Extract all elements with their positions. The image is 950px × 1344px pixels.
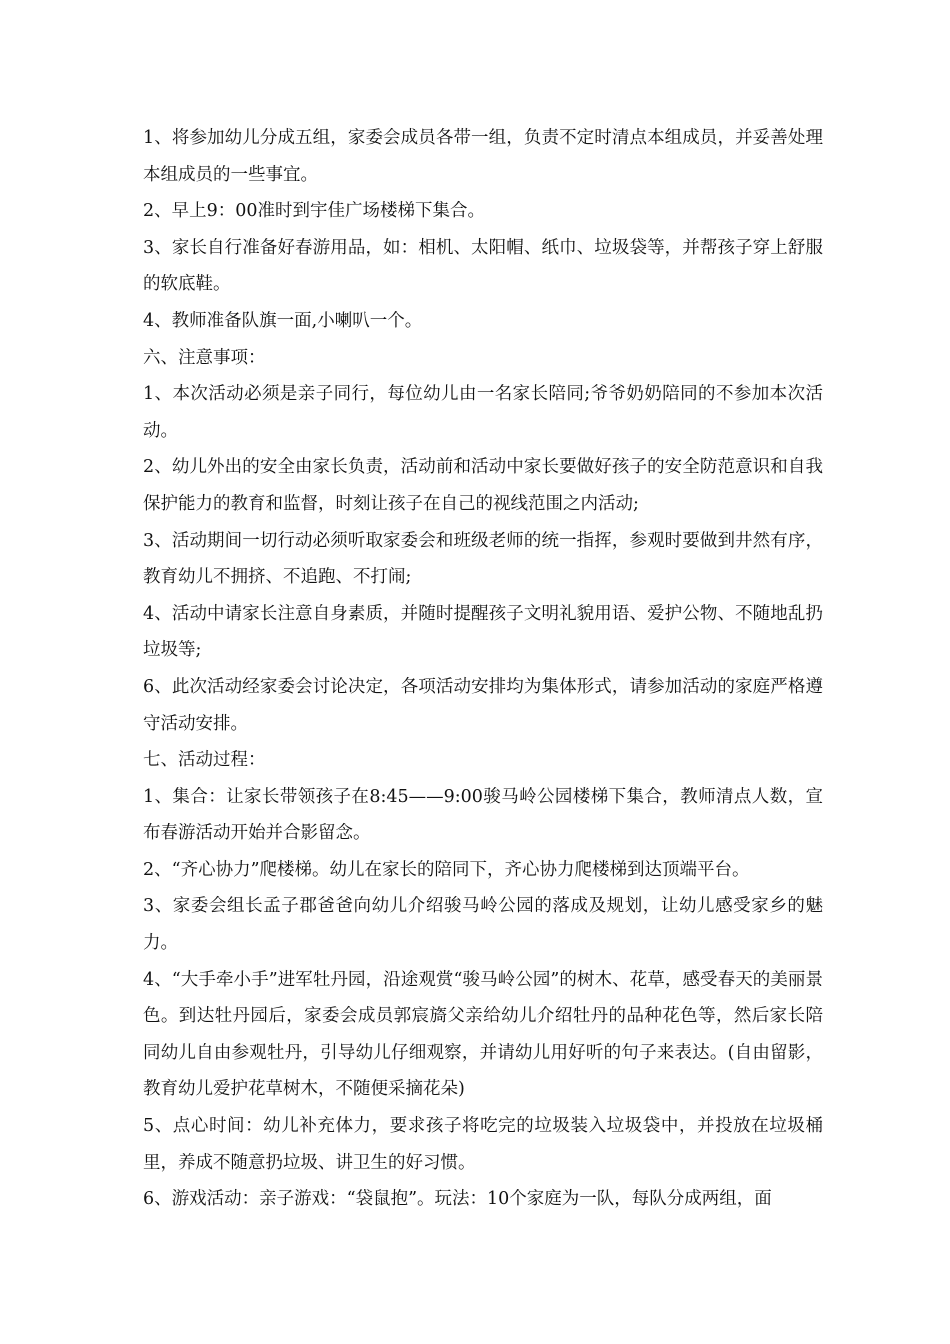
paragraph-note-2: 2、幼儿外出的安全由家长负责，活动前和活动中家长要做好孩子的安全防范意识和自我保护能力的教育和监督，时刻让孩子在自己的视线范围之内活动; — [143, 457, 823, 514]
paragraph-assembly-time: 2、早上9：00准时到宇佳广场楼梯下集合。 — [143, 201, 486, 222]
paragraph-note-3: 3、活动期间一切行动必须听取家委会和班级老师的统一指挥，参观时要做到井然有序，教育幼儿不拥挤、不追跑、不打闹; — [143, 530, 823, 588]
paragraph-supplies: 3、家长自行准备好春游用品，如：相机、太阳帽、纸巾、垃圾袋等，并帮孩子穿上舒服的软底鞋。 — [143, 237, 823, 295]
paragraph-process-2: 2、“齐心协力”爬楼梯。幼儿在家长的陪同下，齐心协力爬楼梯到达顶端平台。 — [143, 859, 750, 880]
paragraph-process-1: 1、集合：让家长带领孩子在8:45——9:00骏马岭公园楼梯下集合，教师清点人数，宣布春游活动开始并合影留念。 — [143, 786, 823, 844]
section-heading-process: 七、活动过程： — [143, 750, 266, 771]
paragraph-process-3: 3、家委会组长孟子郡爸爸向幼儿介绍骏马岭公园的落成及规划，让幼儿感受家乡的魅力。 — [143, 896, 823, 954]
paragraph-grouping: 1、将参加幼儿分成五组，家委会成员各带一组，负责不定时清点本组成员，并妥善处理本组成员的一些事宜。 — [143, 128, 823, 185]
paragraph-process-6: 6、游戏活动：亲子游戏：“袋鼠抱”。玩法：10个家庭为一队，每队分成两组，面 — [143, 1189, 772, 1210]
paragraph-process-4: 4、“大手牵小手”进军牡丹园，沿途观赏“骏马岭公园”的树木、花草，感受春天的美丽景色。到达牡丹园后，家委会成员郭宸旖父亲给幼儿介绍牡丹的品种花色等，然后家长陪同幼儿自由参观牡丹，引导幼儿仔细观察，并请幼儿用好听的句子来表达。(自由留影，教育幼儿爱护花草树木，不随便采摘花朵) — [143, 969, 823, 1100]
paragraph-process-5: 5、点心时间：幼儿补充体力，要求孩子将吃完的垃圾装入垃圾袋中，并投放在垃圾桶里，养成不随意扔垃圾、讲卫生的好习惯。 — [143, 1116, 823, 1173]
section-heading-notes: 六、注意事项： — [143, 347, 266, 368]
paragraph-note-4: 4、活动中请家长注意自身素质，并随时提醒孩子文明礼貌用语、爱护公物、不随地乱扔垃圾等; — [143, 603, 823, 661]
document-body — [143, 120, 823, 1218]
paragraph-note-6: 6、此次活动经家委会讨论决定，各项活动安排均为集体形式，请参加活动的家庭严格遵守活动安排。 — [143, 676, 823, 734]
paragraph-teacher-prep: 4、教师准备队旗一面,小喇叭一个。 — [143, 310, 423, 331]
paragraph-note-1: 1、本次活动必须是亲子同行，每位幼儿由一名家长陪同;爷爷奶奶陪同的不参加本次活动。 — [143, 384, 823, 441]
